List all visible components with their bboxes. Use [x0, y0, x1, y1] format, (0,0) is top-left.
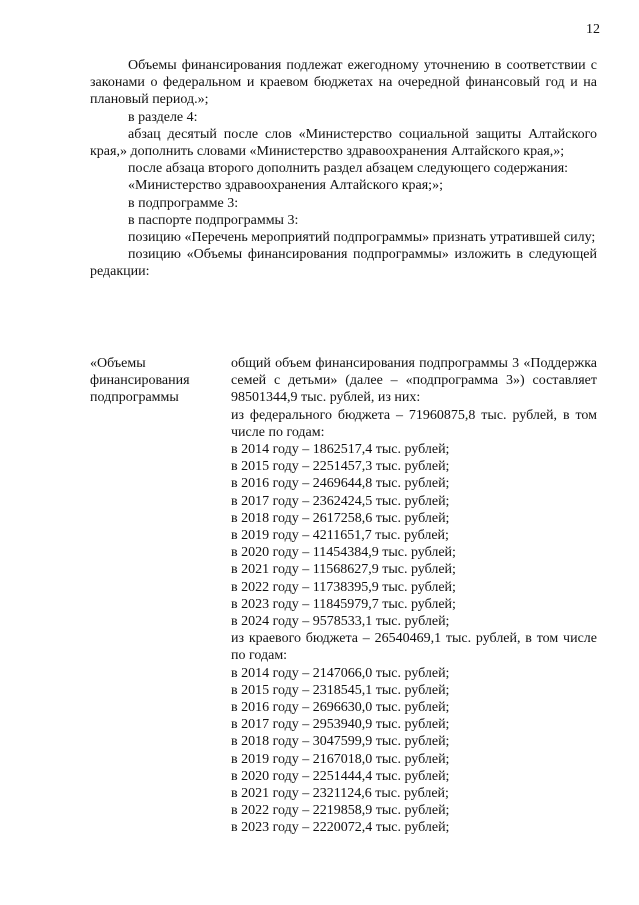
federal-header: из федерального бюджета – 71960875,8 тыс. рублей, в том числе по годам: — [231, 407, 597, 440]
federal-year-line: в 2023 году – 11845979,7 тыс. рублей; — [231, 596, 456, 612]
paragraph-subprogram-3: в подпрограмме 3: — [128, 195, 239, 211]
regional-year-line: в 2014 году – 2147066,0 тыс. рублей; — [231, 665, 450, 681]
paragraph-funding-note: Объемы финансирования подлежат ежегодному уточнению в соответствии с законами о федеральном и краевом бюджетах на очередной финансовый год и на плановый период.»; — [90, 58, 597, 108]
document-body — [90, 57, 597, 281]
regional-years-list — [231, 665, 597, 837]
federal-year-line: в 2019 году – 4211651,7 тыс. рублей; — [231, 528, 449, 544]
regional-header: из краевого бюджета – 26540469,1 тыс. рублей, в том числе по годам: — [231, 631, 597, 664]
regional-year-line: в 2018 году – 3047599,9 тыс. рублей; — [231, 734, 450, 750]
paragraph-ministry: «Министерство здравоохранения Алтайского края;»; — [128, 178, 443, 194]
paragraph-measures-list: позицию «Перечень мероприятий подпрограммы» признать утратившей силу; — [128, 230, 596, 246]
regional-year-line: в 2021 году – 2321124,6 тыс. рублей; — [231, 786, 449, 802]
regional-year-line: в 2020 году – 2251444,4 тыс. рублей; — [231, 768, 450, 784]
funding-intro: общий объем финансирования подпрограммы 3 «Поддержка семей с детьми» (далее – «подпрограмма 3») составляет 98501344,9 тыс. рублей, из них: — [231, 356, 597, 406]
federal-year-line: в 2020 году – 11454384,9 тыс. рублей; — [231, 545, 456, 561]
funding-table — [90, 355, 597, 837]
federal-year-line: в 2018 году – 2617258,6 тыс. рублей; — [231, 510, 450, 526]
federal-year-line: в 2015 году – 2251457,3 тыс. рублей; — [231, 459, 450, 475]
federal-years-list — [231, 441, 597, 630]
paragraph-abzac-10: абзац десятый после слов «Министерство социальной защиты Алтайского края,» дополнить словами «Министерство здравоохранения Алтайского края,»; — [90, 126, 597, 160]
regional-year-line: в 2022 году – 2219858,9 тыс. рублей; — [231, 803, 450, 819]
regional-year-line: в 2023 году – 2220072,4 тыс. рублей; — [231, 820, 450, 836]
federal-year-line: в 2021 году – 11568627,9 тыс. рублей; — [231, 562, 456, 578]
federal-year-line: в 2024 году – 9578533,1 тыс. рублей; — [231, 614, 450, 630]
funding-content — [231, 355, 597, 837]
paragraph-passport: в паспорте подпрограммы 3: — [128, 212, 299, 228]
regional-year-line: в 2015 году – 2318545,1 тыс. рублей; — [231, 682, 450, 698]
federal-year-line: в 2014 году – 1862517,4 тыс. рублей; — [231, 442, 450, 458]
regional-year-line: в 2017 году – 2953940,9 тыс. рублей; — [231, 717, 450, 733]
federal-year-line: в 2017 году – 2362424,5 тыс. рублей; — [231, 493, 450, 509]
page-number: 12 — [586, 22, 600, 37]
federal-year-line: в 2022 году – 11738395,9 тыс. рублей; — [231, 579, 456, 595]
federal-year-line: в 2016 году – 2469644,8 тыс. рублей; — [231, 476, 450, 492]
regional-year-line: в 2016 году – 2696630,0 тыс. рублей; — [231, 700, 450, 716]
paragraph-section-4: в разделе 4: — [128, 109, 198, 125]
funding-label: «Объемы финансирования подпрограммы — [90, 356, 190, 406]
paragraph-after-abzac-2: после абзаца второго дополнить раздел абзацем следующего содержания: — [128, 161, 569, 177]
regional-year-line: в 2019 году – 2167018,0 тыс. рублей; — [231, 751, 450, 767]
paragraph-funding-position: позицию «Объемы финансирования подпрограммы» изложить в следующей редакции: — [90, 247, 597, 280]
